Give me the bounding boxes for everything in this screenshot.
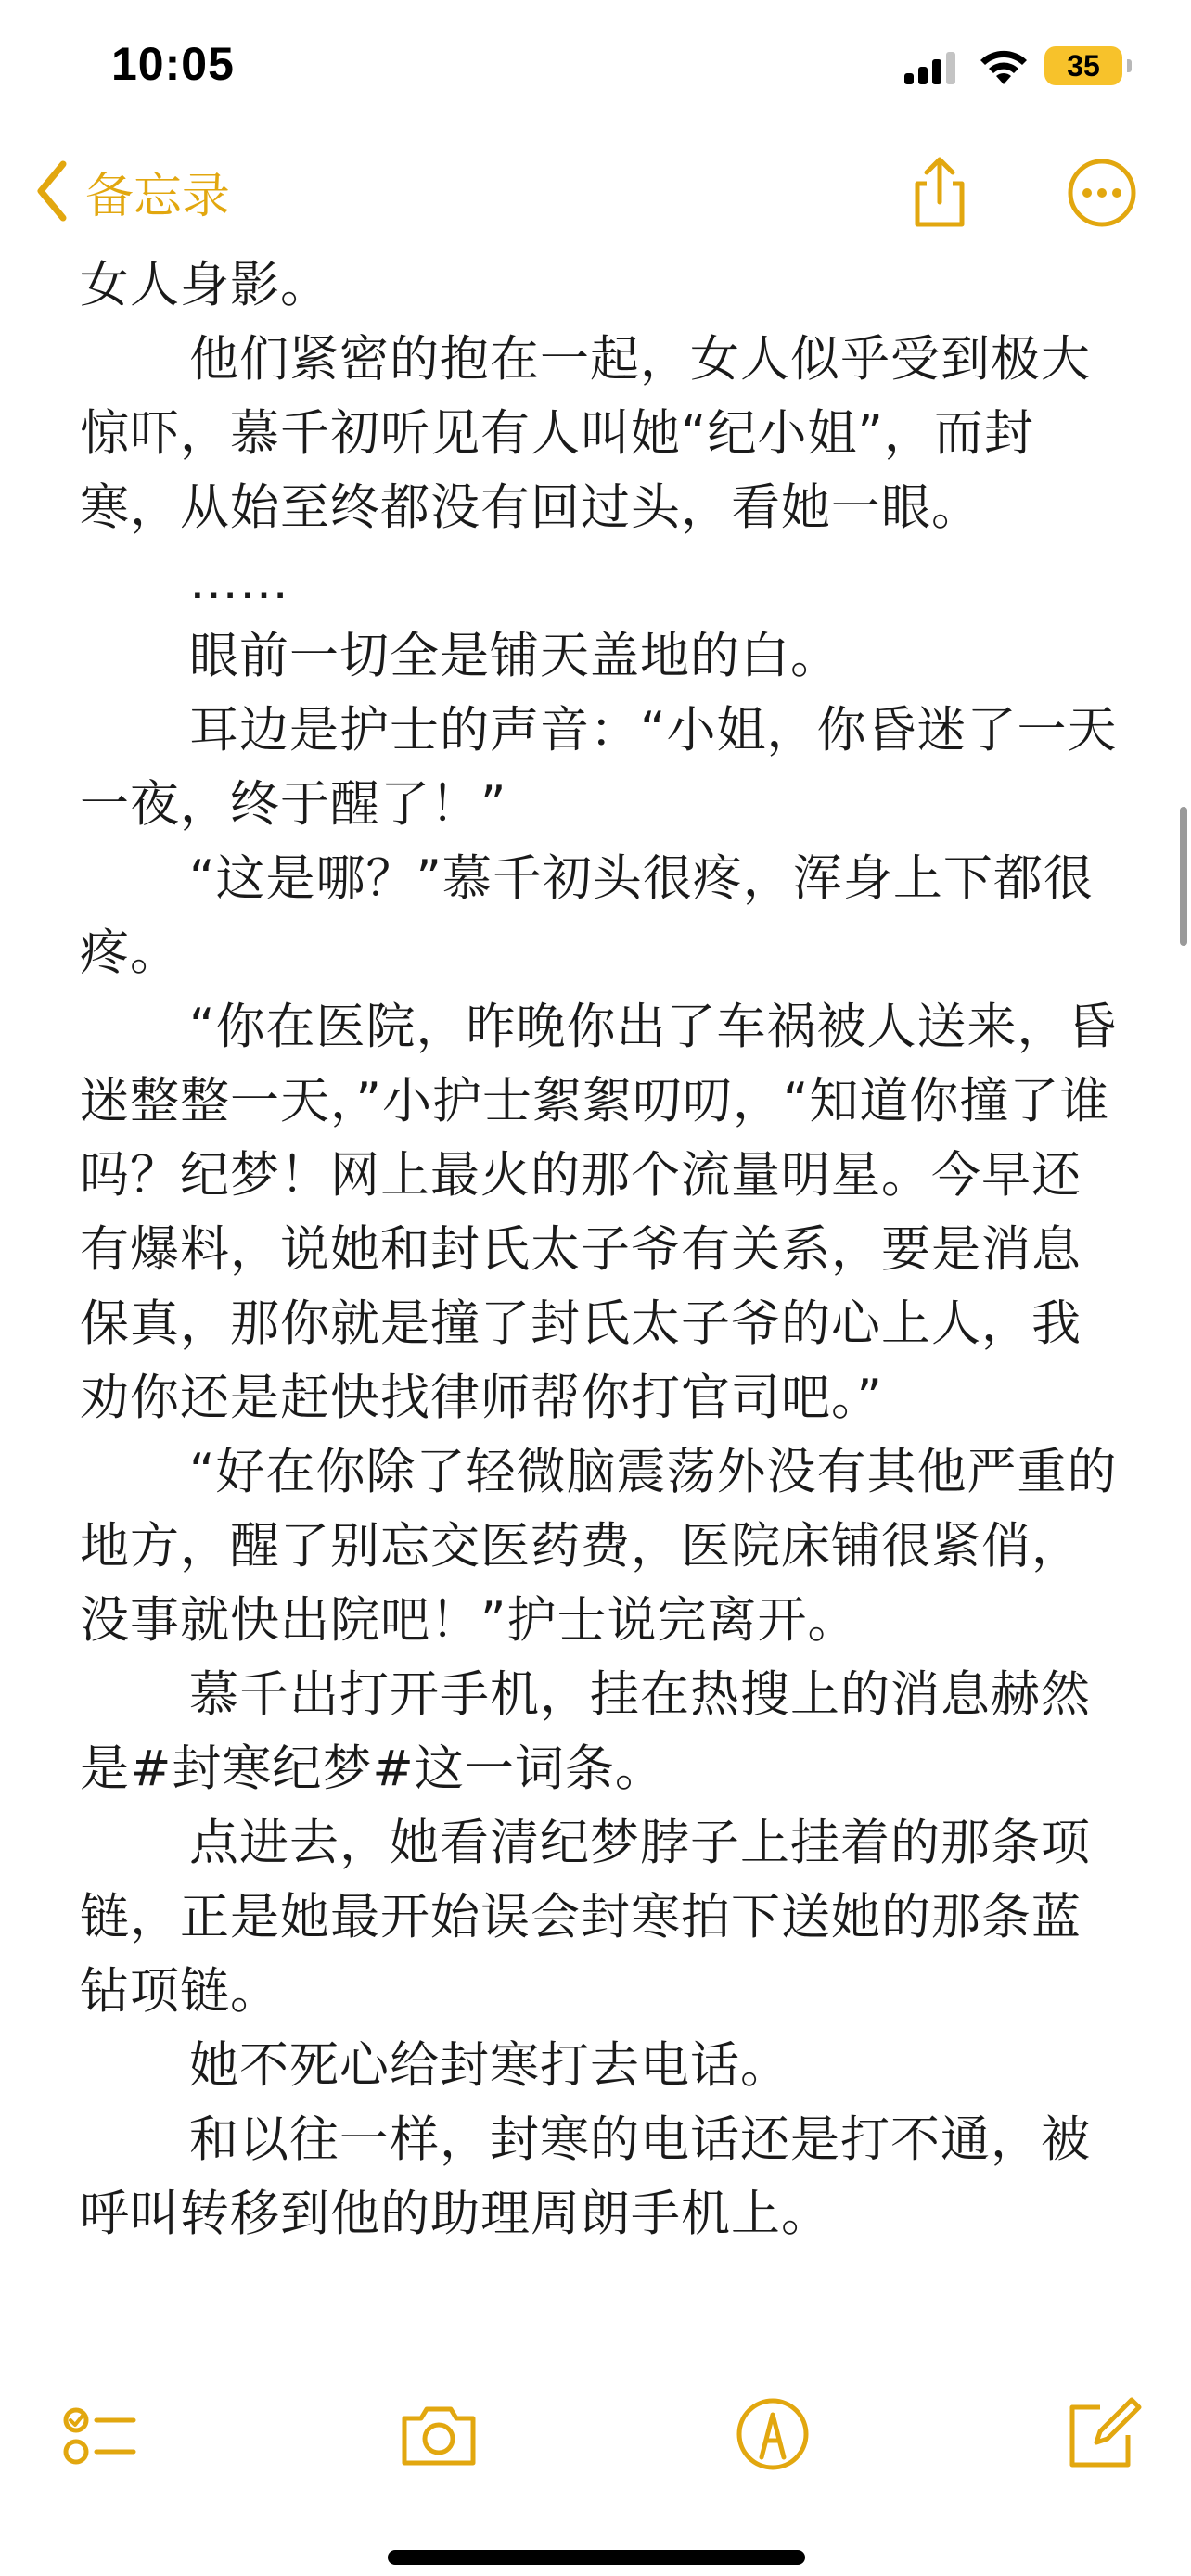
status-time: 10:05 [111,38,235,90]
cellular-signal-icon [904,51,958,84]
home-indicator[interactable] [388,2550,805,2565]
back-button[interactable] [33,154,230,228]
bottom-toolbar [0,2374,1191,2485]
battery-icon: 35 [1044,46,1122,85]
note-paragraph: 和以往一样，封寒的电话还是打不通，被呼叫转移到他的助理周朗手机上。 [80,2111,1091,2242]
nav-bar [0,139,1191,255]
note-paragraph: 她不死心给封寒打去电话。 [189,2037,790,2094]
status-bar [0,0,1191,139]
note-paragraph: 女人身影。 [80,257,330,313]
more-icon[interactable] [1065,156,1139,230]
note-paragraph: “好在你除了轻微脑震荡外没有其他严重的地方，醒了别忘交医药费，医院床铺很紧俏，没事就快出院吧！”护士说完离开。 [80,1444,1118,1649]
note-body[interactable] [80,249,1119,2251]
share-icon[interactable] [903,156,977,230]
compose-icon[interactable] [1059,2392,1143,2476]
note-paragraph: 耳边是护士的声音：“小姐，你昏迷了一天一夜，终于醒了！” [80,702,1118,833]
note-paragraph: 慕千出打开手机，挂在热搜上的消息赫然是#封寒纪梦#这一词条。 [80,1666,1091,1797]
note-paragraph: “你在医院，昨晚你出了车祸被人送来，昏迷整整一天，”小护士絮絮叨叨，“知道你撞了谁吗？纪梦！网上最火的那个流量明星。今早还有爆料，说她和封氏太子爷有关系，要是消息保真，那你就是撞了封氏太子爷的心上人，我劝你还是赶快找律师帮你打官司吧。” [80,999,1118,1426]
chevron-left-icon [33,159,70,223]
back-label: 备忘录 [85,168,231,224]
note-paragraph: “这是哪？”慕千初头很疼，浑身上下都很疼。 [80,850,1094,981]
checklist-icon[interactable] [58,2392,141,2476]
note-paragraph: …… [189,554,289,610]
wifi-icon [976,42,1031,88]
scroll-indicator[interactable] [1180,807,1187,946]
note-paragraph: 他们紧密的抱在一起，女人似乎受到极大惊吓，慕千初听见有人叫她“纪小姐”，而封寒，从始至终都没有回过头，看她一眼。 [80,331,1091,536]
markup-pen-icon[interactable] [731,2392,814,2476]
note-paragraph: 点进去，她看清纪梦脖子上挂着的那条项链，正是她最开始误会封寒拍下送她的那条蓝钻项链。 [80,1815,1091,2020]
camera-icon[interactable] [397,2392,480,2476]
note-paragraph: 眼前一切全是铺天盖地的白。 [189,628,840,684]
